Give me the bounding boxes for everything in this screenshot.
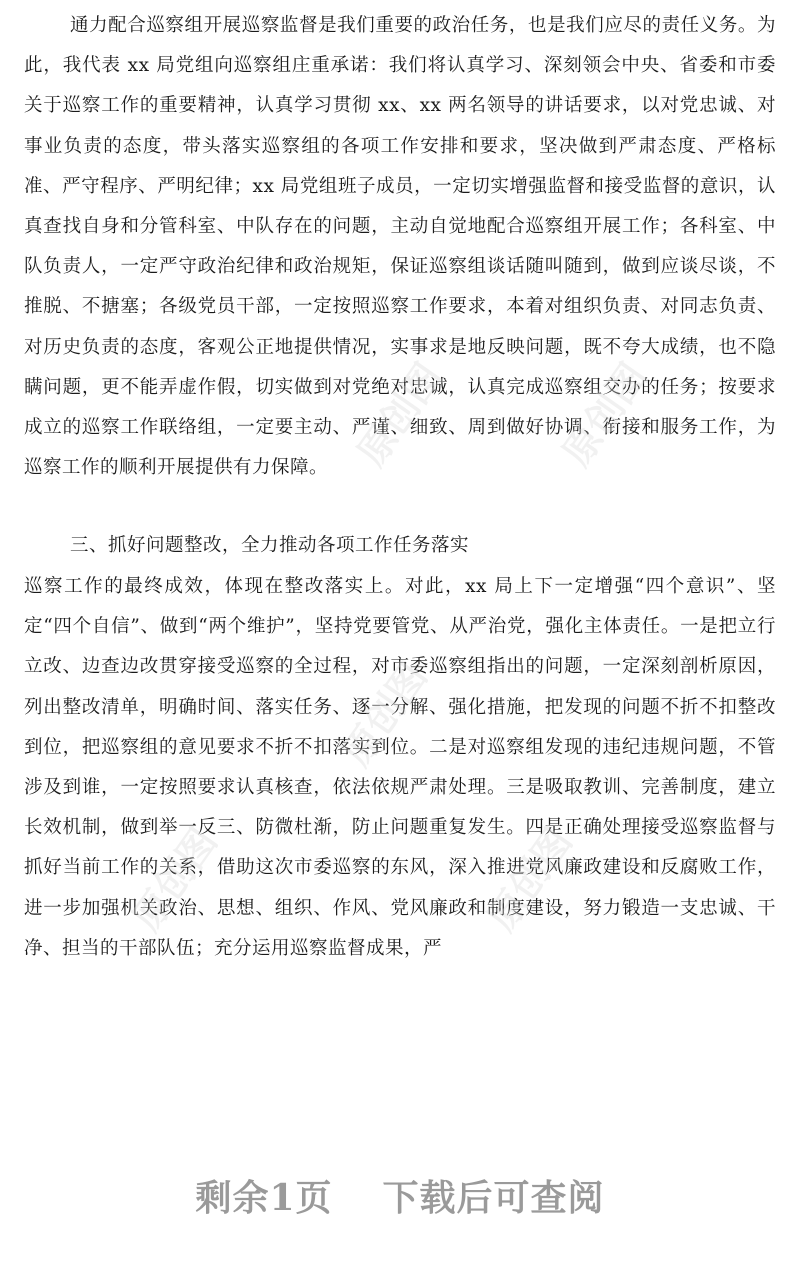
section-heading-3: 三、抓好问题整改，全力推动各项工作任务落实 xyxy=(70,535,470,556)
preview-footer xyxy=(0,1170,800,1221)
watermark-logo: 原创图 xyxy=(124,820,226,939)
watermark-logo: 原创图 xyxy=(334,655,436,774)
remaining-pages-label: 剩余1页 xyxy=(195,1177,333,1219)
paragraph-rectification: 巡察工作的最终成效，体现在整改落实上。对此，xx 局上下一定增强“四个意识”、坚定“四个自信”、做到“两个维护”，坚持党要管党、从严治党，强化主体责任。一是把立行立改、边查边改贯穿接受巡察的全过程，对市委巡察组指出的问题，一定深刻剖析原因，列出整改清单，明确时间、落实任务、逐一分解、强化措施，把发现的问题不折不扣整改到位，把巡察组的意见要求不折不扣落实到位。二是对巡察组发现的违纪违规问题，不管涉及到谁，一定按照要求认真核查，依法依规严肃处理。三是吸取教训、完善制度，建立长效机制，做到举一反三、防微杜渐，防止问题重复发生。四是正确处理接受巡察监督与抓好当前工作的关系，借助这次市委巡察的东风，深入推进党风廉政建设和反腐败工作，进一步加强机关政治、思想、组织、作风、党风廉政和制度建设，努力锻造一支忠诚、干净、担当的干部队伍；充分运用巡察监督成果，严 xyxy=(24,576,776,959)
watermark-logo: 原创图 xyxy=(554,355,656,474)
paragraph-pledge: 通力配合巡察组开展巡察监督是我们重要的政治任务，也是我们应尽的责任义务。为此，我代表 xx 局党组向巡察组庄重承诺：我们将认真学习、深刻领会中央、省委和市委关于巡察工作的重要精神，认真学习贯彻 xx、xx 两名领导的讲话要求，以对党忠诚、对事业负责的态度，带头落实巡察组的各项工作安排和要求，坚决做到严肃态度、严格标准、严守程序、严明纪律；xx 局党组班子成员，一定切实增强监督和接受监督的意识，认真查找自身和分管科室、中队存在的问题，主动自觉地配合巡察组开展工作；各科室、中队负责人，一定严守政治纪律和政治规矩，保证巡察组谈话随叫随到，做到应谈尽谈，不推脱、不搪塞；各级党员干部，一定按照巡察工作要求，本着对组织负责、对同志负责、对历史负责的态度，客观公正地提供情况，实事求是地反映问题，既不夸大成绩，也不隐瞒问题，更不能弄虚作假，切实做到对党绝对忠诚，认真完成巡察组交办的任务；按要求成立的巡察工作联络组，一定要主动、严谨、细致、周到做好协调、衔接和服务工作，为巡察工作的顺利开展提供有力保障。 xyxy=(24,15,776,479)
watermark-logo: 原创图 xyxy=(479,820,581,939)
download-hint-label: 下载后可查阅 xyxy=(382,1177,605,1219)
watermark-logo: 原创图 xyxy=(349,355,451,474)
